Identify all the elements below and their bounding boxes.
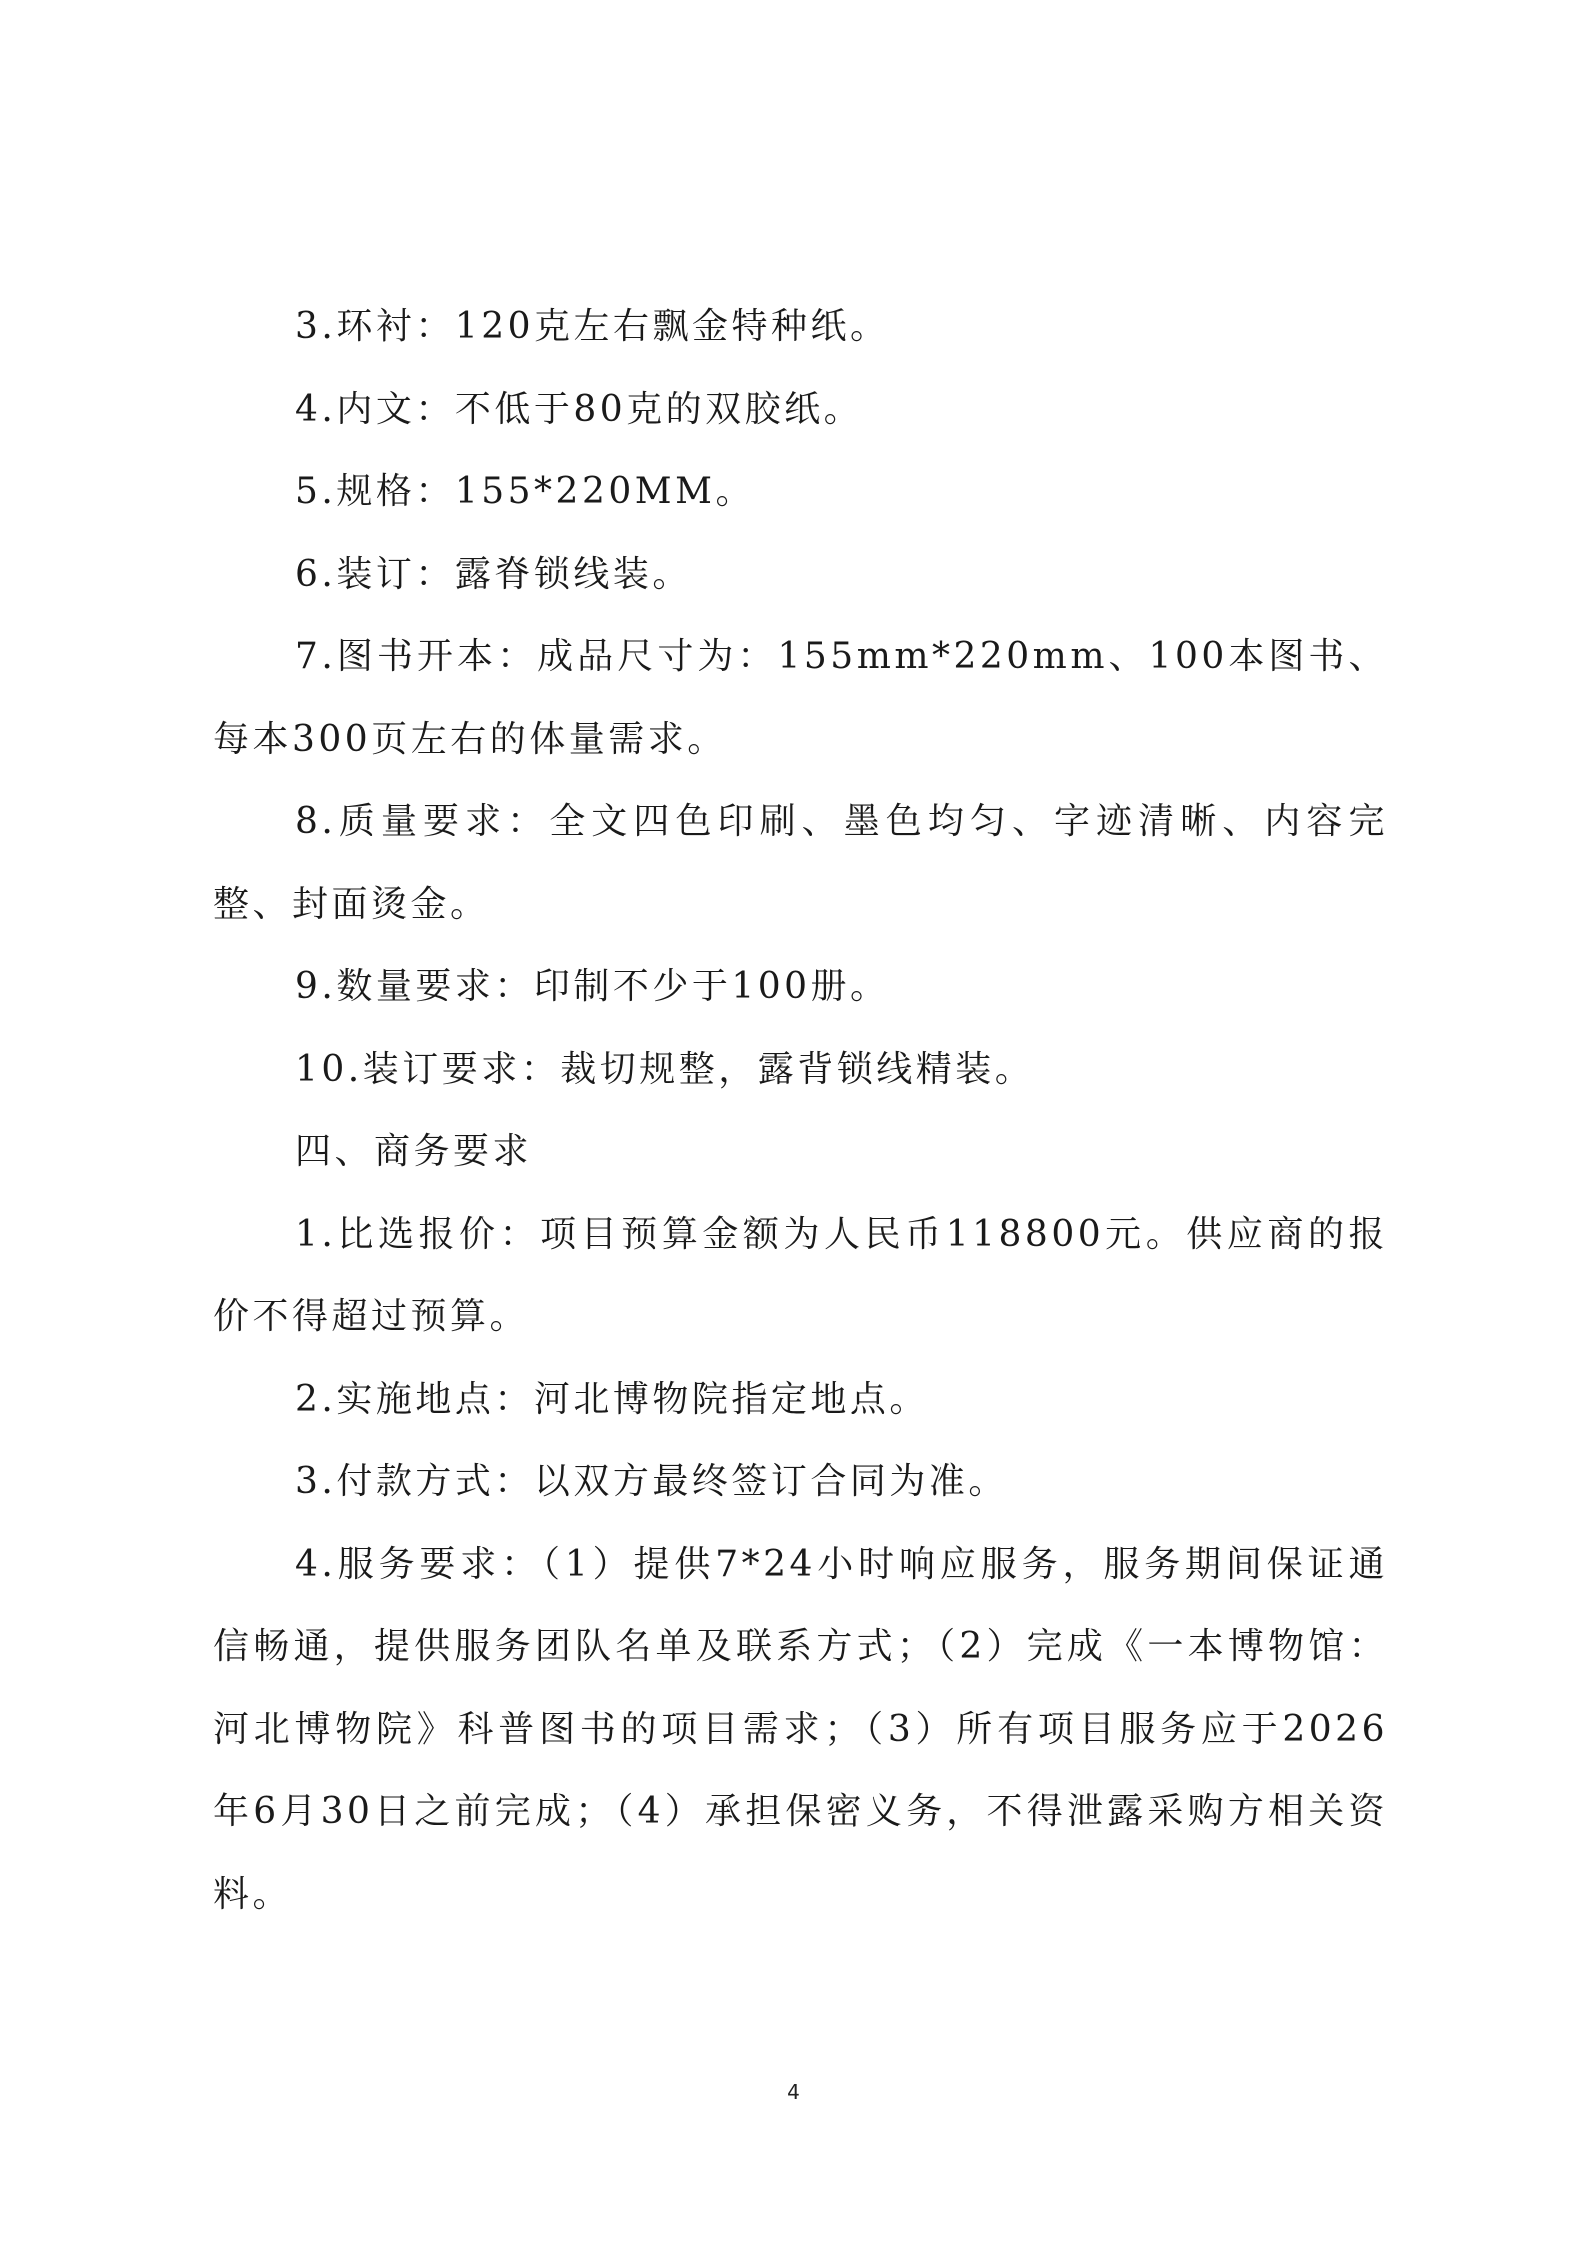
paragraph-endpaper: 3.环衬：120克左右飘金特种纸。 xyxy=(295,306,890,347)
paragraph-quotation: 1.比选报价：项目预算金额为人民币118800元。供应商的报价不得超过预算。 xyxy=(213,1213,1388,1337)
paragraph-quantity-requirements: 9.数量要求：印制不少于100册。 xyxy=(295,966,890,1007)
paragraph-binding: 6.装订：露脊锁线装。 xyxy=(295,553,692,595)
paragraph-inner-paper: 4.内文：不低于80克的双胶纸。 xyxy=(295,388,864,430)
paragraph-location: 2.实施地点：河北博物院指定地点。 xyxy=(295,1378,929,1420)
paragraph-service-requirements: 4.服务要求：（1）提供7*24小时响应服务，服务期间保证通信畅通，提供服务团队名单及联系方式；（2）完成《一本博物馆：河北博物院》科普图书的项目需求；（3）所有项目服务应于2026年6月30日之前完成；（4）承担保密义务，不得泄露采购方相关资料。 xyxy=(213,1543,1388,1915)
paragraph-specification: 5.规格：155*220MM。 xyxy=(295,471,755,512)
paragraph-payment: 3.付款方式：以双方最终签订合同为准。 xyxy=(295,1461,1008,1502)
section-heading-business-requirements: 四、商务要求 xyxy=(295,1131,533,1172)
paragraph-book-format: 7.图书开本：成品尺寸为：155mm*220mm、100本图书、每本300页左右的体量需求。 xyxy=(213,636,1388,760)
paragraph-binding-requirements: 10.装订要求：裁切规整，露背锁线精装。 xyxy=(295,1048,1035,1090)
paragraph-quality-requirements: 8.质量要求：全文四色印刷、墨色均匀、字迹清晰、内容完整、封面烫金。 xyxy=(213,801,1388,925)
page-number: 4 xyxy=(787,2080,800,2104)
document-body xyxy=(213,286,1388,1936)
